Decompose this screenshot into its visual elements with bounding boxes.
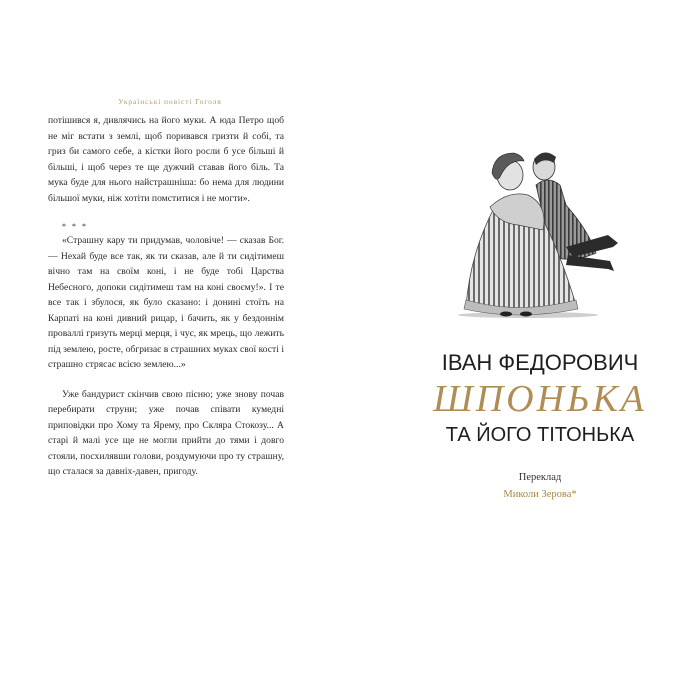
- illustration-dancing-couple: [448, 135, 633, 320]
- book-title: ШПОНЬКА: [433, 378, 647, 420]
- section-break: * * *: [62, 222, 88, 231]
- paragraph: Уже бандурист скінчив свою пісню; уже знову почав перебирати струни; уже почав співати кумедні приповідки про Хому та Ярему, про Скляра Стокозу... А старі й малі усе ще не могли прийти до тями і довго стояли, посхилявши голови, роздумуючи про ту страшну, що сталася за давніх-давен, пригоду.: [48, 388, 284, 477]
- paragraph-gap: [48, 373, 284, 387]
- book-subtitle: ТА ЙОГО ТІТОНЬКА: [445, 424, 635, 446]
- translation-label: Переклад: [518, 472, 562, 483]
- translator-name: Миколи Зерова*: [503, 489, 577, 500]
- author-name: ІВАН ФЕДОРОВИЧ: [441, 350, 639, 375]
- title-block: [400, 350, 680, 502]
- left-page-body: [48, 113, 284, 480]
- paragraph: «Страшну кару ти придумав, чоловіче! — сказав Бог. — Нехай буде все так, як ти сказав, але й ти сидітимеш вічно там на своїм коні, і не буде тобі Царства Небесного, допоки сидітимеш там на коні своєму!». І те все так і збулося, як було сказано: і донині стоїть на Карпаті на коні дивний рицар, і бачить, як у бездоннім проваллі гризуть мерці мерця, і чує, як мрець, що лежить під землею, росте, обгризає в страшних муках свої кості і страшно стрясає всією землею...»: [48, 235, 284, 370]
- paragraph: потішився я, дивлячись на його муки. А юда Петро щоб не міг встати з землі, щоб поривався гризти й собі, та гриз би самого себе, а кістки його росли б усе більші й більші, і щоб через те ще дужчий ставав його біль. Та мука буде для нього найстрашніша: бо нема для людини більшої муки, ніж хотіти помститися і не могти».: [48, 115, 284, 204]
- running-head: Українські повісті Гоголя: [118, 97, 222, 106]
